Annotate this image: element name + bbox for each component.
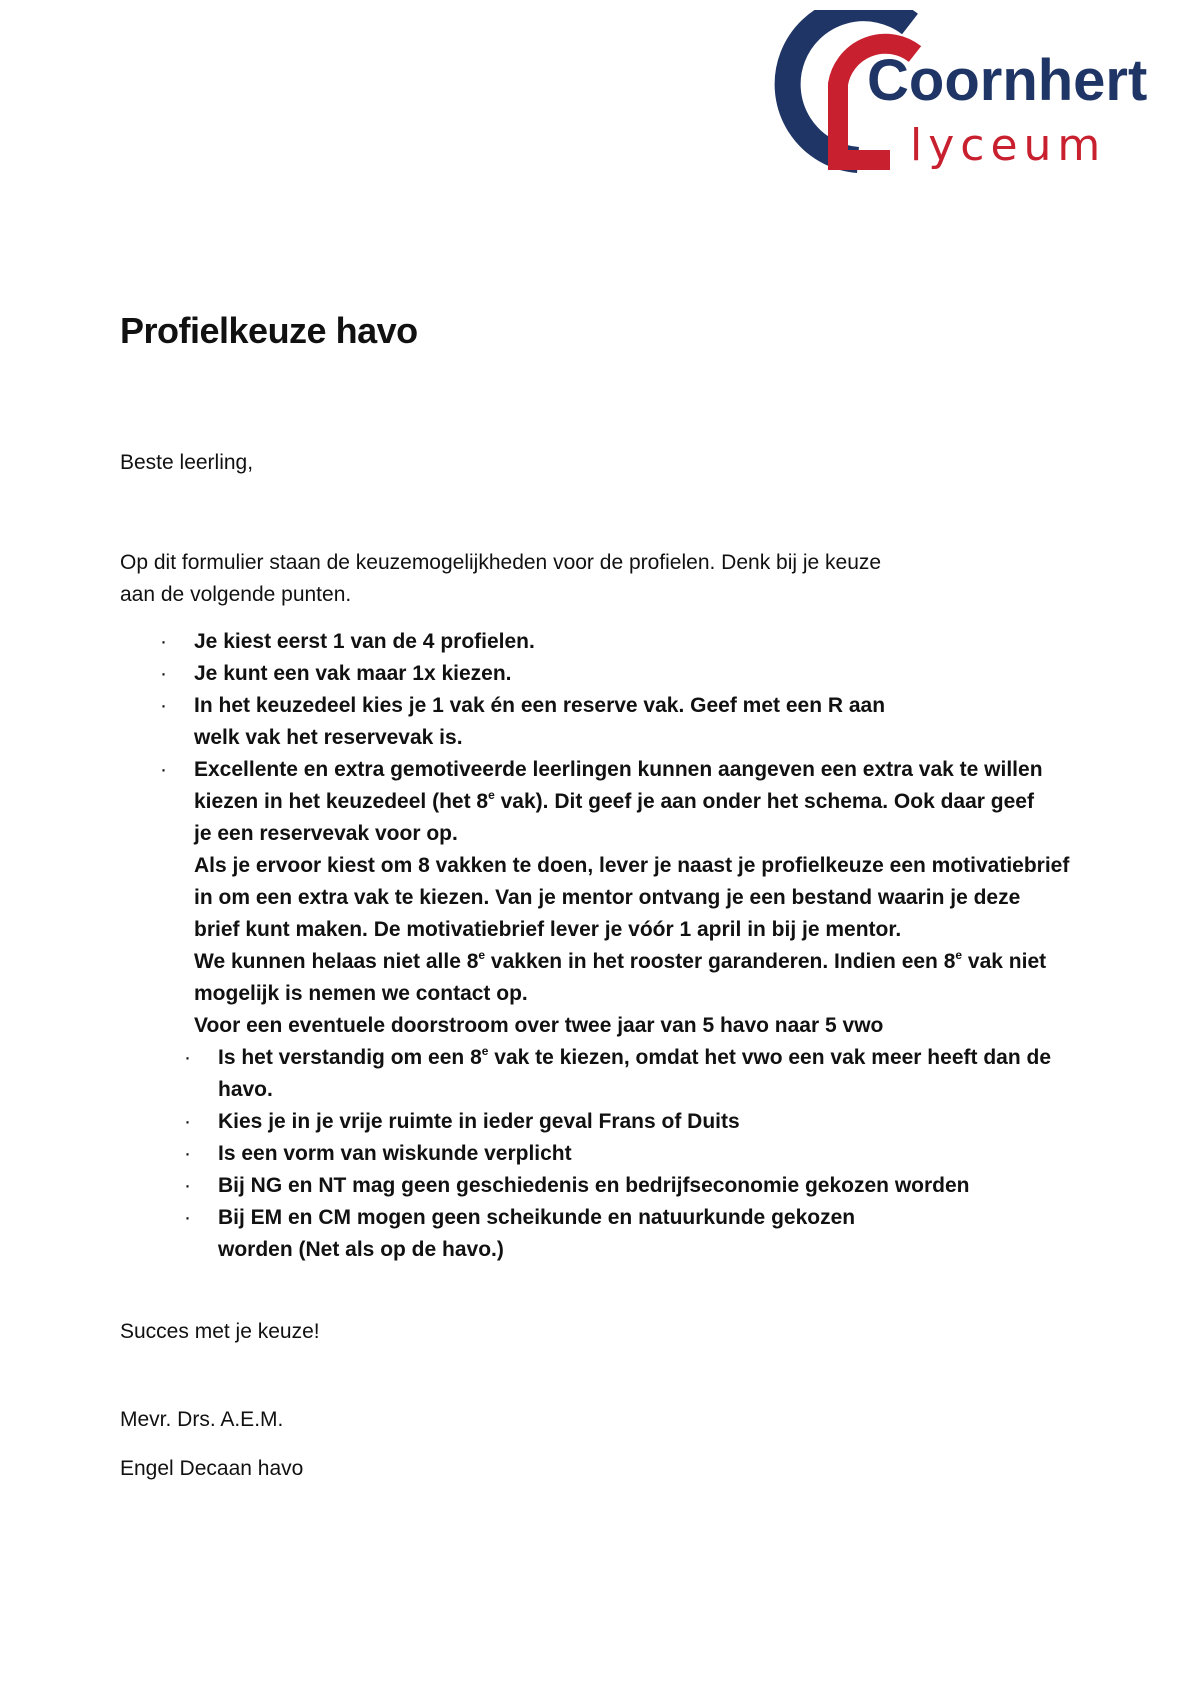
list-item-text: je een reservevak voor op. <box>194 822 458 845</box>
bullet-dot: · <box>184 1110 191 1133</box>
list-item <box>120 690 1120 754</box>
bullet-dot: · <box>184 1206 191 1229</box>
signature-line: Engel Decaan havo <box>120 1457 304 1480</box>
list-item-text: kiezen in het keuzedeel (het 8e vak). Dit geef je aan onder het schema. Ook daar geef <box>194 788 1034 813</box>
sub-list-item: · Bij NG en NT mag geen geschiedenis en bedrijfseconomie gekozen worden <box>120 1170 1120 1202</box>
bullet-dot: · <box>160 758 167 781</box>
logo-name-coornhert: Coornhert <box>867 48 1148 113</box>
bullet-dot: · <box>160 662 167 685</box>
bullet-dot: · <box>184 1046 191 1069</box>
intro-paragraph <box>120 547 1000 611</box>
motivation-paragraph: Als je ervoor kiest om 8 vakken te doen, lever je naast je profielkeuze een motivatiebrief in om een extra vak te kiezen. Van je mentor ontvang je een bestand waarin je deze brief kunt maken. De motivatiebrief lever je vóór 1 april in bij je mentor. <box>194 854 1070 941</box>
list-item-text: Je kunt een vak maar 1x kiezen. <box>194 662 512 685</box>
closing-text: Succes met je keuze! <box>120 1320 320 1343</box>
signature-line: Mevr. Drs. A.E.M. <box>120 1408 284 1431</box>
sub-list-item: · Kies je in je vrije ruimte in ieder geval Frans of Duits <box>120 1106 1120 1138</box>
bullet-dot: · <box>184 1174 191 1197</box>
list-item <box>120 754 1120 850</box>
list-item-text: welk vak het reservevak is. <box>194 726 463 749</box>
sub-list-item: · Is het verstandig om een 8e vak te kiezen, omdat het vwo een vak meer heeft dan de havo. <box>184 1044 1051 1101</box>
doorstroom-heading: Voor een eventuele doorstroom over twee jaar van 5 havo naar 5 vwo <box>194 1014 884 1037</box>
school-logo <box>770 10 1200 180</box>
guarantee-paragraph: We kunnen helaas niet alle 8e vakken in het rooster garanderen. Indien een 8e vak niet mogelijk is nemen we contact op. <box>194 948 1047 1005</box>
list-item-text: Excellente en extra gemotiveerde leerlingen kunnen aangeven een extra vak te willen <box>194 758 1043 781</box>
page-title: Profielkeuze havo <box>120 310 418 351</box>
coornhert-logo-mark <box>770 10 1200 180</box>
sub-list-item: · Bij EM en CM mogen geen scheikunde en natuurkunde gekozen worden (Net als op de havo.) <box>120 1202 1120 1266</box>
list-item <box>120 658 1120 690</box>
instruction-list <box>120 626 1120 1266</box>
bullet-dot: · <box>160 694 167 717</box>
intro-line: aan de volgende punten. <box>120 583 352 606</box>
intro-line: Op dit formulier staan de keuzemogelijkheden voor de profielen. Denk bij je keuze <box>120 551 882 574</box>
sub-list-item: · Is een vorm van wiskunde verplicht <box>120 1138 1120 1170</box>
bullet-dot: · <box>184 1142 191 1165</box>
logo-name-lyceum: lyceum <box>910 120 1107 171</box>
list-item-text: Je kiest eerst 1 van de 4 profielen. <box>194 630 535 653</box>
list-item <box>120 626 1120 658</box>
list-item-text: In het keuzedeel kies je 1 vak én een reserve vak. Geef met een R aan <box>194 694 886 717</box>
salutation: Beste leerling, <box>120 451 254 474</box>
bullet-dot: · <box>160 630 167 653</box>
